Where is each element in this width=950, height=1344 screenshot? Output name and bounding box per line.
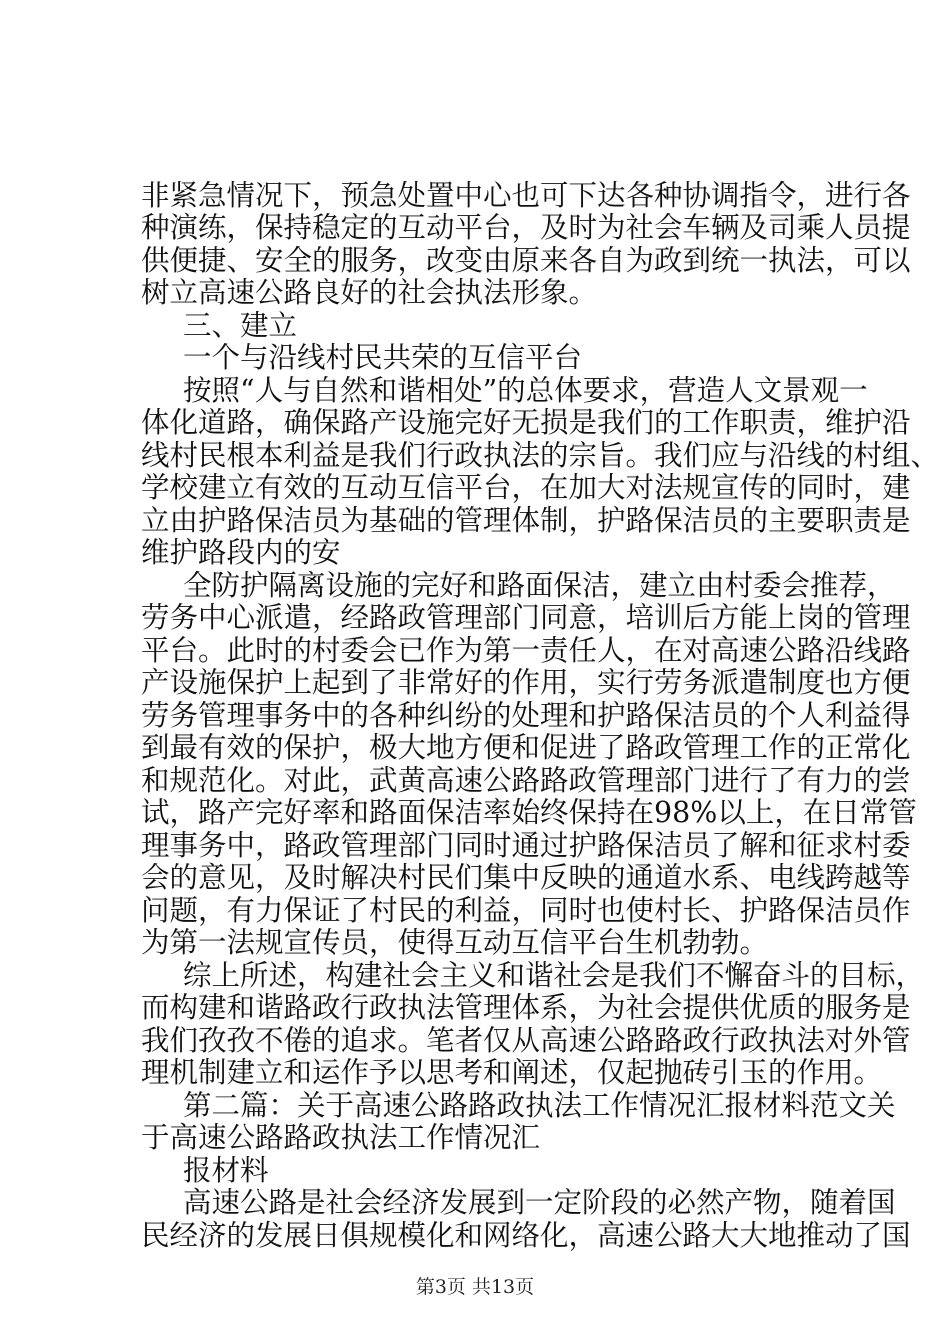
text-line: 试，路产完好率和路面保洁率始终保持在98%以上，在日常管 bbox=[141, 796, 917, 829]
text-line: 到最有效的保护，极大地方便和促进了路政管理工作的正常化 bbox=[141, 731, 911, 764]
text-line: 种演练，保持稳定的互动平台，及时为社会车辆及司乘人员提 bbox=[141, 211, 911, 244]
text-line: 树立高速公路良好的社会执法形象。 bbox=[141, 276, 598, 309]
text-line: 理机制建立和运作予以思考和阐述，仅起抛砖引玉的作用。 bbox=[141, 1056, 883, 1089]
page-footer: 第3页 共13页 bbox=[415, 1276, 535, 1298]
text-line: 民经济的发展日俱规模化和网络化，高速公路大大地推动了国 bbox=[141, 1219, 911, 1252]
text-line: 劳务中心派遣，经路政管理部门同意，培训后方能上岗的管理 bbox=[141, 601, 911, 634]
text-line: 高速公路是社会经济发展到一定阶段的必然产物，随着国 bbox=[183, 1186, 896, 1219]
text-line: 我们孜孜不倦的追求。笔者仅从高速公路路政行政执法对外管 bbox=[141, 1024, 911, 1057]
text-line: 线村民根本利益是我们行政执法的宗旨。我们应与沿线的村组、 bbox=[141, 439, 940, 472]
text-line: 非紧急情况下，预急处置中心也可下达各种协调指令，进行各 bbox=[141, 179, 911, 212]
text-line: 和规范化。对此，武黄高速公路路政管理部门进行了有力的尝 bbox=[141, 764, 911, 797]
text-line: 产设施保护上起到了非常好的作用，实行劳务派遣制度也方便 bbox=[141, 666, 911, 699]
text-line: 为第一法规宣传员，使得互动互信平台生机勃勃。 bbox=[141, 926, 769, 959]
text-line: 平台。此时的村委会已作为第一责任人，在对高速公路沿线路 bbox=[141, 634, 911, 667]
text-line: 劳务管理事务中的各种纠纷的处理和护路保洁员的个人利益得 bbox=[141, 699, 911, 732]
section-heading: 一个与沿线村民共荣的互信平台 bbox=[183, 341, 583, 374]
text-line: 维护路段内的安 bbox=[141, 536, 341, 569]
text-line: 会的意见，及时解决村民们集中反映的通道水系、电线跨越等 bbox=[141, 861, 911, 894]
chapter-heading: 于高速公路路政执法工作情况汇 bbox=[141, 1121, 541, 1154]
text-line: 全防护隔离设施的完好和路面保洁，建立由村委会推荐， bbox=[183, 569, 896, 602]
text-line: 学校建立有效的互动互信平台，在加大对法规宣传的同时，建 bbox=[141, 471, 911, 504]
text-line: 立由护路保洁员为基础的管理体制，护路保洁员的主要职责是 bbox=[141, 504, 911, 537]
text-line: 供便捷、安全的服务，改变由原来各自为政到统一执法，可以 bbox=[141, 244, 911, 277]
section-heading: 三、建立 bbox=[183, 309, 298, 342]
text-line: 问题，有力保证了村民的利益，同时也使村长、护路保洁员作 bbox=[141, 894, 911, 927]
text-line: 而构建和谐路政行政执法管理体系，为社会提供优质的服务是 bbox=[141, 991, 911, 1024]
chapter-heading: 第二篇：关于高速公路路政执法工作情况汇报材料范文关 bbox=[183, 1089, 896, 1122]
text-line: 综上所述，构建社会主义和谐社会是我们不懈奋斗的目标， bbox=[183, 959, 925, 992]
text-line: 理事务中，路政管理部门同时通过护路保洁员了解和征求村委 bbox=[141, 829, 911, 862]
chapter-heading: 报材料 bbox=[183, 1154, 269, 1187]
text-line: 按照“人与自然和谐相处”的总体要求，营造人文景观一 bbox=[183, 374, 868, 407]
text-line: 体化道路，确保路产设施完好无损是我们的工作职责，维护沿 bbox=[141, 406, 911, 439]
